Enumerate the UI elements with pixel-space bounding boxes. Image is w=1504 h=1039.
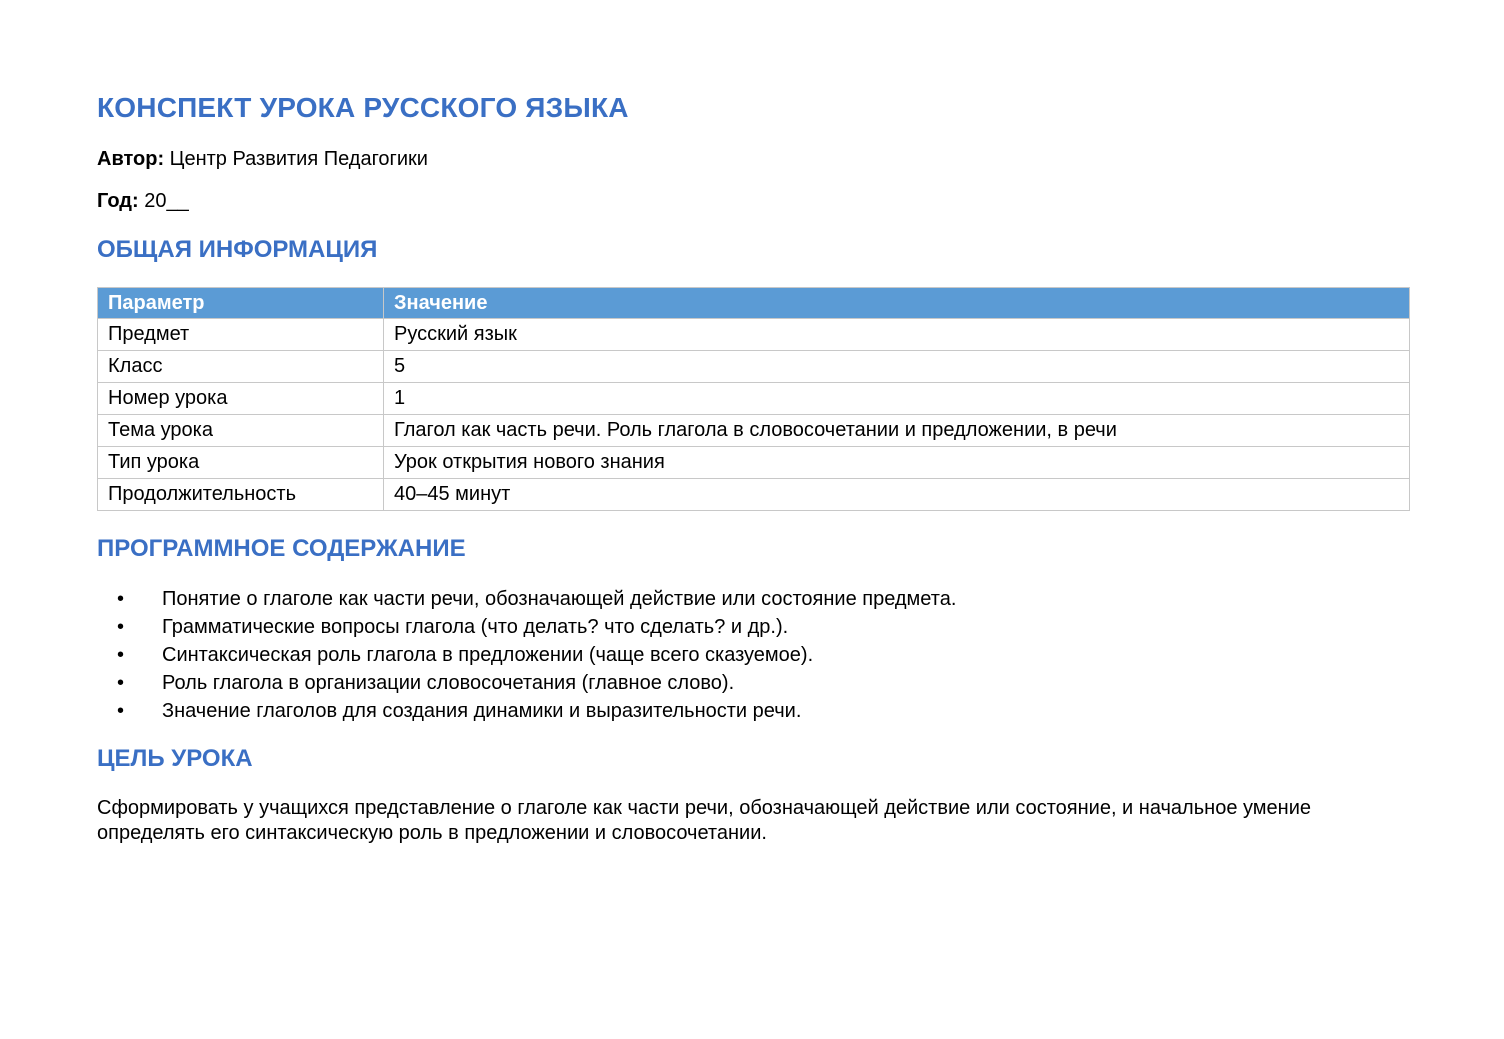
table-cell-value: 5 bbox=[384, 351, 1410, 383]
table-cell-parameter: Номер урока bbox=[98, 383, 384, 415]
table-row bbox=[98, 447, 1410, 479]
table-header-row bbox=[98, 288, 1410, 319]
table-cell-value: Русский язык bbox=[384, 319, 1410, 351]
document-title: КОНСПЕКТ УРОКА РУССКОГО ЯЗЫКА bbox=[97, 92, 629, 123]
section-heading-general: ОБЩАЯ ИНФОРМАЦИЯ bbox=[97, 236, 378, 263]
table-cell-parameter: Предмет bbox=[98, 319, 384, 351]
bullet-icon: • bbox=[117, 700, 125, 722]
year-line bbox=[97, 190, 189, 213]
table-cell-value: Урок открытия нового знания bbox=[384, 447, 1410, 479]
info-table bbox=[97, 287, 1410, 511]
list-item bbox=[97, 641, 956, 669]
table-cell-parameter: Класс bbox=[98, 351, 384, 383]
program-content-list bbox=[97, 585, 956, 725]
list-item bbox=[97, 669, 956, 697]
bullet-icon: • bbox=[117, 644, 125, 666]
table-cell-parameter: Продолжительность bbox=[98, 479, 384, 511]
table-row bbox=[98, 415, 1410, 447]
bullet-icon: • bbox=[117, 672, 125, 694]
table-cell-value: 1 bbox=[384, 383, 1410, 415]
table-row bbox=[98, 351, 1410, 383]
list-item-text: Роль глагола в организации словосочетания (главное слово). bbox=[162, 672, 735, 694]
bullet-icon: • bbox=[117, 616, 125, 638]
table-row bbox=[98, 479, 1410, 511]
list-item-text: Грамматические вопросы глагола (что делать? что сделать? и др.). bbox=[162, 616, 789, 638]
list-item-text: Значение глаголов для создания динамики и выразительности речи. bbox=[162, 700, 802, 722]
list-item bbox=[97, 613, 956, 641]
author-line bbox=[97, 148, 428, 171]
author-value: Центр Развития Педагогики bbox=[164, 148, 428, 170]
table-row bbox=[98, 383, 1410, 415]
section-heading-program: ПРОГРАММНОЕ СОДЕРЖАНИЕ bbox=[97, 535, 466, 562]
section-heading-goal: ЦЕЛЬ УРОКА bbox=[97, 745, 253, 772]
table-row bbox=[98, 319, 1410, 351]
table-header-parameter: Параметр bbox=[98, 288, 384, 319]
author-label: Автор: bbox=[97, 148, 165, 170]
list-item-text: Понятие о глаголе как части речи, обозначающей действие или состояние предмета. bbox=[162, 588, 957, 610]
table-cell-parameter: Тема урока bbox=[98, 415, 384, 447]
bullet-icon: • bbox=[117, 588, 125, 610]
list-item bbox=[97, 697, 956, 725]
year-value: 20__ bbox=[138, 190, 189, 212]
year-label: Год: bbox=[97, 190, 139, 212]
list-item bbox=[97, 585, 956, 613]
list-item-text: Синтаксическая роль глагола в предложении (чаще всего сказуемое). bbox=[162, 644, 814, 666]
table-cell-value: Глагол как часть речи. Роль глагола в словосочетании и предложении, в речи bbox=[384, 415, 1410, 447]
table-cell-parameter: Тип урока bbox=[98, 447, 384, 479]
table-header-value: Значение bbox=[384, 288, 1410, 319]
table-cell-value: 40–45 минут bbox=[384, 479, 1410, 511]
goal-paragraph: Сформировать у учащихся представление о глаголе как части речи, обозначающей действие или состояние, и начальное умение определять его синтаксическую роль в предложении и словосочетании. bbox=[97, 797, 1311, 844]
